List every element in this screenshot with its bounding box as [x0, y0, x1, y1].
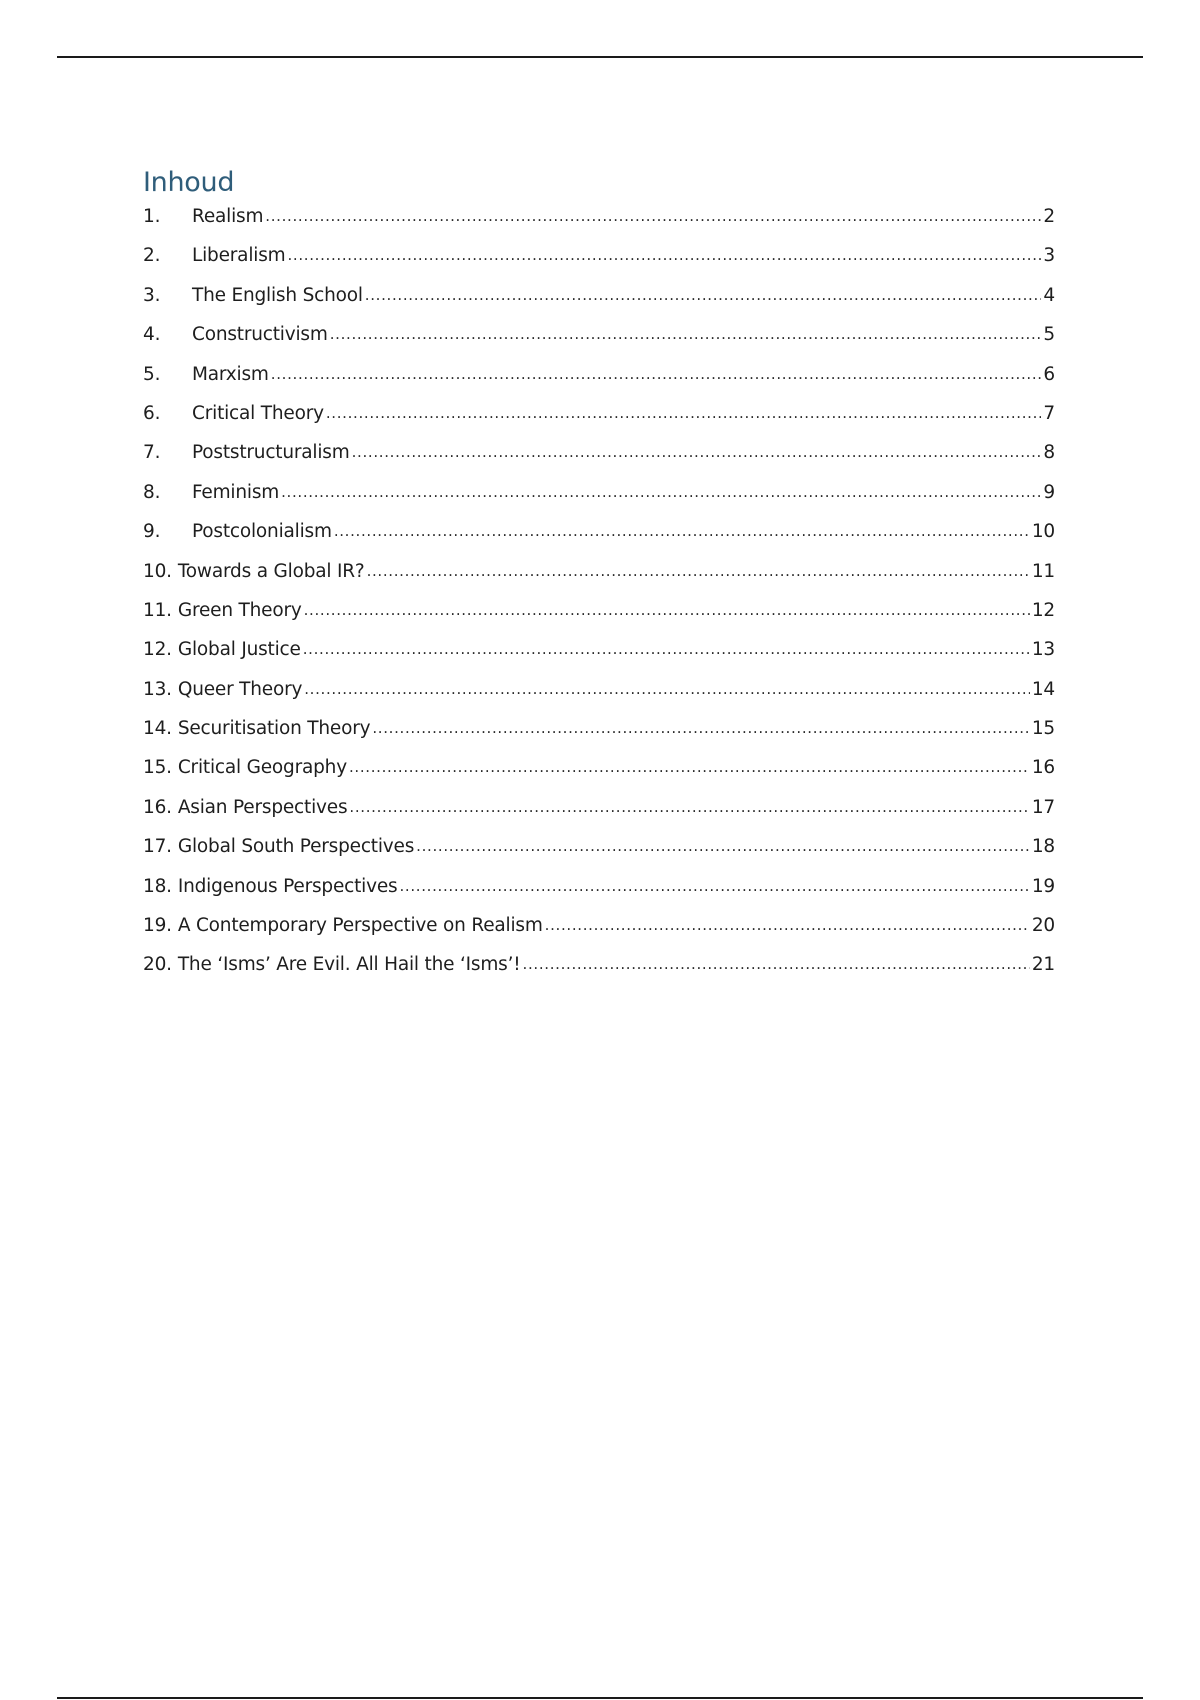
toc-entry-number: 4.	[143, 324, 161, 346]
toc-heading: Inhoud	[143, 167, 235, 198]
dot-leader	[334, 520, 1030, 541]
toc-entry-critical-geography[interactable]	[143, 757, 1055, 796]
toc-entry-title: Towards a Global IR?	[177, 560, 365, 582]
toc-entry-page: 7	[1043, 402, 1055, 424]
toc-entry-page: 11	[1031, 560, 1055, 582]
dot-leader	[287, 244, 1041, 265]
toc-entry-global-justice[interactable]	[143, 639, 1055, 678]
toc-entry-feminism[interactable]	[143, 482, 1055, 521]
toc-entry-postcolonialism[interactable]	[143, 521, 1055, 560]
toc-entry-number: 3.	[143, 284, 161, 306]
toc-entry-page: 14	[1031, 678, 1055, 700]
dot-leader	[304, 599, 1030, 620]
toc-entry-title: Constructivism	[192, 324, 328, 346]
toc-entry-number: 1.	[143, 206, 161, 227]
toc-entry-indigenous-perspectives[interactable]	[143, 876, 1055, 915]
toc-entry-title: Postcolonialism	[192, 521, 332, 543]
toc-entry-page: 17	[1031, 796, 1055, 818]
dot-leader	[303, 638, 1030, 659]
dot-leader	[330, 323, 1042, 344]
toc-entry-page: 4	[1043, 284, 1055, 306]
toc-entry-title: Poststructuralism	[192, 442, 350, 464]
toc-entry-title: Queer Theory	[177, 678, 303, 700]
toc-entry-contemporary-realism[interactable]	[143, 915, 1055, 954]
toc-entry-page: 2	[1043, 206, 1055, 227]
toc-entry-page: 21	[1031, 954, 1055, 976]
toc-entry-page: 8	[1043, 442, 1055, 464]
toc-entry-number: 17.	[143, 836, 172, 858]
toc-entry-title: Liberalism	[192, 245, 286, 267]
toc-entry-page: 16	[1031, 757, 1055, 779]
toc-entry-page: 6	[1043, 363, 1055, 385]
toc-entry-global-south-perspectives[interactable]	[143, 836, 1055, 875]
toc-entry-title: A Contemporary Perspective on Realism	[177, 915, 543, 937]
dot-leader	[523, 953, 1030, 974]
toc-entry-poststructuralism[interactable]	[143, 442, 1055, 481]
toc-entry-number: 15.	[143, 757, 172, 779]
toc-entry-asian-perspectives[interactable]	[143, 797, 1055, 836]
table-of-contents	[143, 166, 1055, 994]
dot-leader	[372, 717, 1029, 738]
toc-entry-number: 9.	[143, 521, 161, 543]
dot-leader	[304, 678, 1030, 699]
toc-entry-title: The English School	[192, 284, 363, 306]
toc-entry-title: Asian Perspectives	[177, 796, 348, 818]
toc-entry-number: 11.	[143, 599, 172, 621]
dot-leader	[416, 835, 1030, 856]
toc-entry-constructivism[interactable]	[143, 324, 1055, 363]
toc-entry-queer-theory[interactable]	[143, 679, 1055, 718]
dot-leader	[400, 875, 1030, 896]
toc-entry-title: Global Justice	[177, 639, 301, 661]
toc-entry-title: Critical Geography	[177, 757, 347, 779]
toc-entry-page: 13	[1031, 639, 1055, 661]
toc-entry-title: Marxism	[192, 363, 269, 385]
toc-entry-realism[interactable]	[143, 206, 1055, 245]
toc-entry-number: 16.	[143, 796, 172, 818]
toc-entry-page: 10	[1031, 521, 1055, 543]
dot-leader	[545, 914, 1030, 935]
toc-entry-global-ir[interactable]	[143, 561, 1055, 600]
footer-rule	[57, 1697, 1143, 1699]
toc-entry-title: The ‘Isms’ Are Evil. All Hail the ‘Isms’!	[177, 954, 521, 976]
toc-entry-english-school[interactable]	[143, 285, 1055, 324]
dot-leader	[271, 363, 1042, 384]
toc-entry-title: Green Theory	[177, 599, 302, 621]
toc-entry-title: Critical Theory	[192, 402, 324, 424]
toc-entry-number: 10.	[143, 560, 172, 582]
toc-list	[143, 206, 1055, 994]
toc-entry-page: 19	[1031, 875, 1055, 897]
toc-entry-isms[interactable]	[143, 954, 1055, 993]
toc-entry-page: 12	[1031, 599, 1055, 621]
toc-entry-number: 18.	[143, 875, 172, 897]
toc-entry-page: 15	[1031, 718, 1055, 740]
dot-leader	[349, 796, 1029, 817]
dot-leader	[367, 560, 1030, 581]
toc-entry-number: 20.	[143, 954, 172, 976]
toc-entry-number: 2.	[143, 245, 161, 267]
dot-leader	[365, 284, 1042, 305]
toc-entry-title: Feminism	[192, 481, 280, 503]
toc-entry-number: 14.	[143, 718, 172, 740]
toc-entry-number: 6.	[143, 402, 161, 424]
header-rule	[57, 56, 1143, 58]
dot-leader	[352, 441, 1042, 462]
toc-entry-number: 19.	[143, 915, 172, 937]
toc-entry-securitisation-theory[interactable]	[143, 718, 1055, 757]
toc-entry-title: Securitisation Theory	[177, 718, 371, 740]
toc-entry-liberalism[interactable]	[143, 245, 1055, 284]
toc-entry-title: Indigenous Perspectives	[177, 875, 398, 897]
toc-entry-critical-theory[interactable]	[143, 403, 1055, 442]
toc-entry-number: 5.	[143, 363, 161, 385]
toc-entry-page: 20	[1031, 915, 1055, 937]
toc-entry-page: 5	[1043, 324, 1055, 346]
toc-entry-page: 18	[1031, 836, 1055, 858]
toc-entry-number: 7.	[143, 442, 161, 464]
dot-leader	[349, 756, 1030, 777]
dot-leader	[265, 205, 1041, 226]
toc-entry-title: Global South Perspectives	[177, 836, 415, 858]
dot-leader	[326, 402, 1042, 423]
toc-entry-page: 9	[1043, 481, 1055, 503]
toc-entry-marxism[interactable]	[143, 364, 1055, 403]
toc-entry-page: 3	[1043, 245, 1055, 267]
dot-leader	[281, 481, 1041, 502]
toc-entry-number: 8.	[143, 481, 161, 503]
toc-entry-green-theory[interactable]	[143, 600, 1055, 639]
toc-entry-number: 13.	[143, 678, 172, 700]
toc-entry-number: 12.	[143, 639, 172, 661]
toc-entry-title: Realism	[192, 206, 264, 227]
